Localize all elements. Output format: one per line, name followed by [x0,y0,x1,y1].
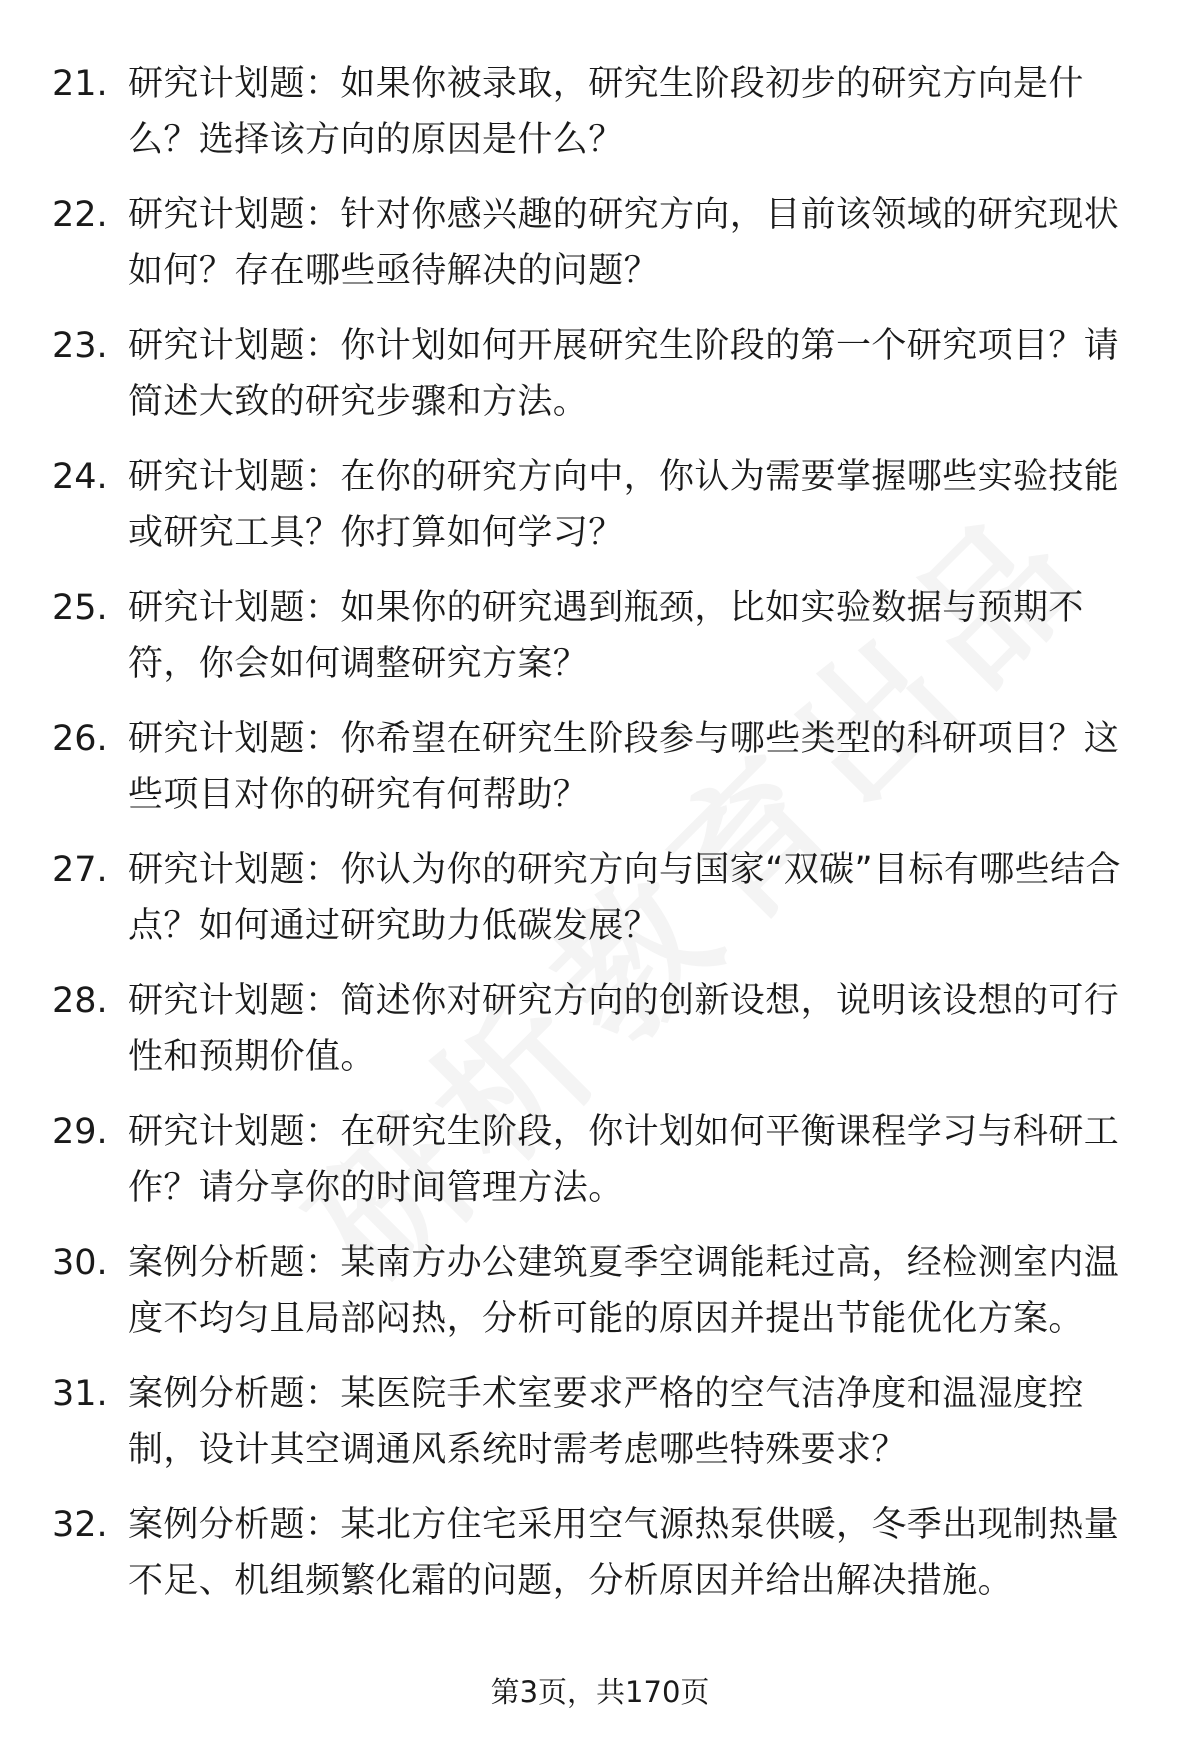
question-item [0,711,1200,842]
question-number: 23. [52,326,108,366]
question-item [0,187,1200,318]
question-number: 24. [52,457,108,497]
question-item [0,1497,1200,1628]
question-item [0,1235,1200,1366]
question-number: 31. [52,1374,108,1414]
question-text: 案例分析题：某南方办公建筑夏季空调能耗过高，经检测室内温度不均匀且局部闷热，分析可能的原因并提出节能优化方案。 [128,1243,1120,1339]
question-item [0,1366,1200,1497]
question-number: 26. [52,719,108,759]
question-text: 研究计划题：在研究生阶段，你计划如何平衡课程学习与科研工作？请分享你的时间管理方法。 [128,1112,1120,1208]
question-number: 32. [52,1505,108,1545]
question-number: 22. [52,195,108,235]
question-item [0,1104,1200,1235]
question-text: 研究计划题：简述你对研究方向的创新设想，说明该设想的可行性和预期价值。 [128,981,1120,1077]
question-text: 案例分析题：某北方住宅采用空气源热泵供暖，冬季出现制热量不足、机组频繁化霜的问题，分析原因并给出解决措施。 [128,1505,1120,1601]
question-number: 25. [52,588,108,628]
question-text: 研究计划题：你计划如何开展研究生阶段的第一个研究项目？请简述大致的研究步骤和方法。 [128,326,1120,422]
question-item [0,973,1200,1104]
question-item [0,449,1200,580]
question-number: 27. [52,850,108,890]
question-item [0,842,1200,973]
question-text: 案例分析题：某医院手术室要求严格的空气洁净度和温湿度控制，设计其空调通风系统时需考虑哪些特殊要求？ [128,1374,1084,1470]
question-list [0,56,1200,1628]
question-number: 30. [52,1243,108,1283]
question-text: 研究计划题：如果你被录取，研究生阶段初步的研究方向是什么？选择该方向的原因是什么？ [128,64,1084,160]
question-text: 研究计划题：你认为你的研究方向与国家“双碳”目标有哪些结合点？如何通过研究助力低碳发展？ [128,850,1121,946]
question-item [0,56,1200,187]
question-item [0,318,1200,449]
question-text: 研究计划题：你希望在研究生阶段参与哪些类型的科研项目？这些项目对你的研究有何帮助？ [128,719,1120,815]
question-number: 21. [52,64,108,104]
question-text: 研究计划题：针对你感兴趣的研究方向，目前该领域的研究现状如何？存在哪些亟待解决的问题？ [128,195,1120,291]
page-number-footer: 第3页，共170页 [490,1675,710,1709]
question-number: 29. [52,1112,108,1152]
question-text: 研究计划题：在你的研究方向中，你认为需要掌握哪些实验技能或研究工具？你打算如何学习？ [128,457,1120,553]
question-text: 研究计划题：如果你的研究遇到瓶颈，比如实验数据与预期不符，你会如何调整研究方案？ [128,588,1084,684]
question-item [0,580,1200,711]
question-number: 28. [52,981,108,1021]
